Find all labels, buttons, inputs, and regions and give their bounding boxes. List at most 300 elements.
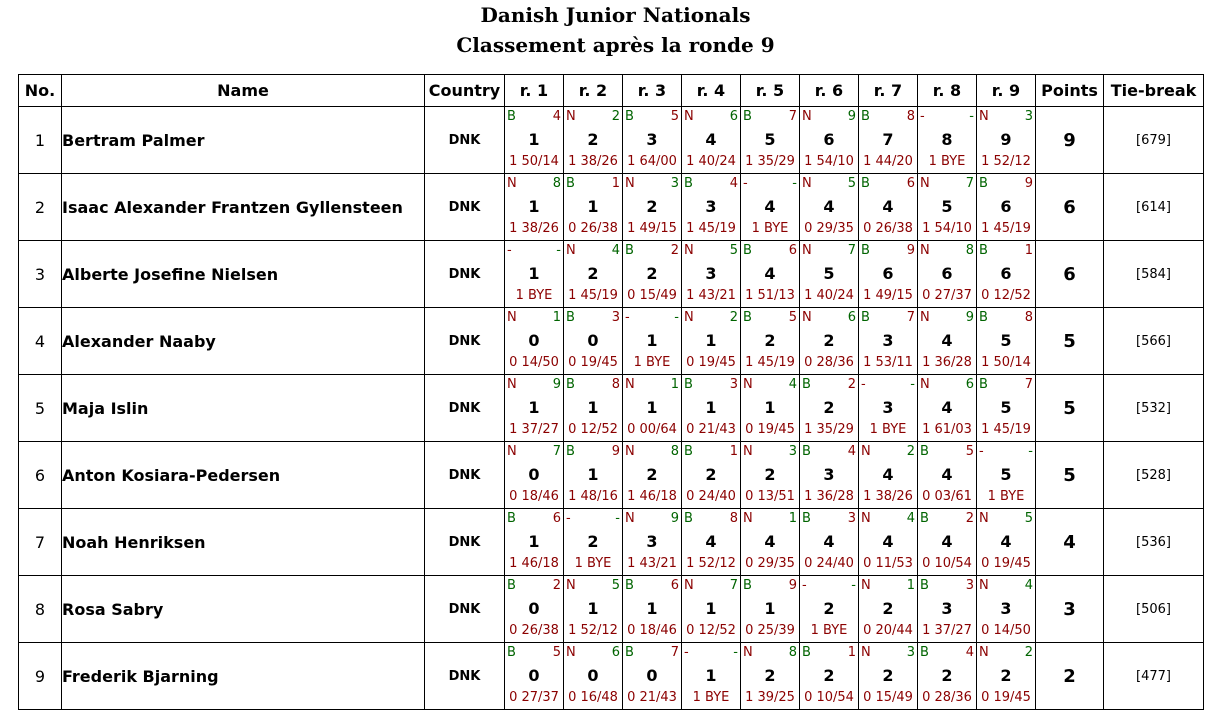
round-color: B: [566, 310, 575, 325]
round-result-cell: [918, 375, 977, 442]
round-color: B: [625, 243, 634, 258]
round-game-detail: 0 12/52: [981, 288, 1031, 303]
round-color: N: [743, 645, 753, 660]
round-cumulative-score: 1: [528, 130, 540, 149]
round-opponent: 6: [965, 377, 974, 392]
round-opponent: 4: [611, 243, 620, 258]
round-color: B: [920, 645, 929, 660]
round-color: B: [861, 243, 870, 258]
round-result-cell: [741, 107, 800, 174]
round-cumulative-score: 1: [705, 599, 717, 618]
round-game-detail: 0 28/36: [922, 690, 972, 705]
round-result-cell: [623, 308, 682, 375]
round-cumulative-score: 2: [587, 532, 599, 551]
round-color: B: [802, 377, 811, 392]
round-game-detail: 1 35/29: [804, 422, 854, 437]
round-opponent: 8: [788, 645, 797, 660]
round-cumulative-score: 2: [1000, 666, 1012, 685]
round-color: B: [625, 578, 634, 593]
player-rank: 8: [19, 576, 62, 643]
round-color: B: [743, 109, 752, 124]
round-color: B: [920, 578, 929, 593]
round-game-detail: 1 BYE: [928, 154, 966, 169]
round-cumulative-score: 3: [941, 599, 953, 618]
round-result-cell: [918, 643, 977, 710]
round-color: N: [861, 645, 871, 660]
round-cumulative-score: 0: [528, 599, 540, 618]
player-tiebreak: [532]: [1104, 375, 1204, 442]
round-color: B: [743, 243, 752, 258]
round-opponent: 9: [788, 578, 797, 593]
round-color: N: [507, 444, 517, 459]
player-name: Maja Islin: [62, 375, 425, 442]
round-result-cell: [564, 174, 623, 241]
player-name: Alberte Josefine Nielsen: [62, 241, 425, 308]
round-opponent: 2: [729, 310, 738, 325]
round-color: N: [743, 377, 753, 392]
round-game-detail: 1 50/14: [981, 355, 1031, 370]
round-game-detail: 0 25/39: [745, 623, 795, 638]
round-cumulative-score: 1: [528, 398, 540, 417]
player-points: 4: [1036, 509, 1104, 576]
round-result-cell: [918, 107, 977, 174]
round-color: B: [979, 310, 988, 325]
col-header-no: No.: [19, 75, 62, 107]
round-game-detail: 0 15/49: [863, 690, 913, 705]
round-game-detail: 0 19/45: [745, 422, 795, 437]
round-game-detail: 1 54/10: [922, 221, 972, 236]
player-country: DNK: [425, 375, 505, 442]
round-cumulative-score: 1: [764, 398, 776, 417]
round-game-detail: 1 45/19: [686, 221, 736, 236]
round-game-detail: 0 19/45: [686, 355, 736, 370]
round-color: N: [920, 377, 930, 392]
player-tiebreak: [528]: [1104, 442, 1204, 509]
round-cumulative-score: 3: [646, 532, 658, 551]
round-opponent: 7: [847, 243, 856, 258]
round-opponent: 1: [552, 310, 561, 325]
round-opponent: 9: [847, 109, 856, 124]
round-color: N: [566, 243, 576, 258]
round-result-cell: [564, 442, 623, 509]
round-result-cell: [623, 241, 682, 308]
round-opponent: -: [556, 243, 561, 258]
round-opponent: 7: [1024, 377, 1033, 392]
col-header-round-7: r. 7: [859, 75, 918, 107]
round-cumulative-score: 2: [941, 666, 953, 685]
player-rank: 7: [19, 509, 62, 576]
round-cumulative-score: 1: [764, 599, 776, 618]
round-color: N: [743, 511, 753, 526]
round-cumulative-score: 2: [823, 599, 835, 618]
table-row: [19, 107, 1204, 174]
round-color: B: [684, 377, 693, 392]
round-cumulative-score: 3: [823, 465, 835, 484]
round-color: B: [507, 645, 516, 660]
round-cumulative-score: 8: [941, 130, 953, 149]
round-opponent: 8: [965, 243, 974, 258]
round-color: B: [684, 511, 693, 526]
round-result-cell: [623, 375, 682, 442]
round-cumulative-score: 4: [882, 532, 894, 551]
round-color: B: [507, 511, 516, 526]
round-game-detail: 1 49/15: [627, 221, 677, 236]
round-cumulative-score: 4: [764, 197, 776, 216]
round-opponent: 8: [670, 444, 679, 459]
round-result-cell: [623, 174, 682, 241]
round-game-detail: 1 35/29: [745, 154, 795, 169]
round-result-cell: [505, 107, 564, 174]
round-cumulative-score: 4: [882, 197, 894, 216]
player-tiebreak: [506]: [1104, 576, 1204, 643]
player-rank: 4: [19, 308, 62, 375]
player-points: 5: [1036, 308, 1104, 375]
col-header-tiebreak: Tie-break: [1104, 75, 1204, 107]
round-cumulative-score: 1: [587, 197, 599, 216]
round-result-cell: [564, 375, 623, 442]
round-color: B: [979, 377, 988, 392]
round-game-detail: 0 27/37: [922, 288, 972, 303]
round-result-cell: [623, 107, 682, 174]
round-result-cell: [918, 308, 977, 375]
round-opponent: -: [1028, 444, 1033, 459]
round-game-detail: 0 03/61: [922, 489, 972, 504]
round-game-detail: 1 45/19: [981, 221, 1031, 236]
round-cumulative-score: 3: [882, 331, 894, 350]
round-game-detail: 0 29/35: [745, 556, 795, 571]
round-color: N: [684, 109, 694, 124]
round-result-cell: [859, 509, 918, 576]
round-opponent: 1: [906, 578, 915, 593]
round-opponent: 5: [611, 578, 620, 593]
player-name: Noah Henriksen: [62, 509, 425, 576]
round-game-detail: 0 14/50: [509, 355, 559, 370]
round-cumulative-score: 4: [705, 532, 717, 551]
round-cumulative-score: 4: [705, 130, 717, 149]
round-cumulative-score: 1: [646, 398, 658, 417]
round-color: N: [979, 578, 989, 593]
round-game-detail: 0 19/45: [981, 690, 1031, 705]
round-cumulative-score: 1: [705, 331, 717, 350]
round-cumulative-score: 0: [528, 666, 540, 685]
round-cumulative-score: 2: [705, 465, 717, 484]
round-color: B: [684, 176, 693, 191]
round-opponent: 1: [788, 511, 797, 526]
round-opponent: 9: [670, 511, 679, 526]
round-result-cell: [682, 241, 741, 308]
round-result-cell: [623, 509, 682, 576]
round-result-cell: [682, 509, 741, 576]
player-name: Isaac Alexander Frantzen Gyllensteen: [62, 174, 425, 241]
round-color: -: [743, 176, 748, 191]
col-header-round-5: r. 5: [741, 75, 800, 107]
round-cumulative-score: 2: [764, 331, 776, 350]
round-result-cell: [918, 442, 977, 509]
table-row: [19, 174, 1204, 241]
round-opponent: 3: [611, 310, 620, 325]
page-title: Danish Junior Nationals: [480, 3, 751, 27]
round-result-cell: [741, 442, 800, 509]
round-result-cell: [623, 643, 682, 710]
round-game-detail: 1 46/18: [509, 556, 559, 571]
round-result-cell: [682, 576, 741, 643]
round-opponent: 9: [1024, 176, 1033, 191]
col-header-round-6: r. 6: [800, 75, 859, 107]
round-color: B: [861, 176, 870, 191]
player-rank: 6: [19, 442, 62, 509]
round-result-cell: [564, 509, 623, 576]
round-color: N: [802, 310, 812, 325]
round-opponent: 2: [847, 377, 856, 392]
round-result-cell: [564, 576, 623, 643]
round-color: N: [743, 444, 753, 459]
round-color: N: [684, 578, 694, 593]
round-game-detail: 0 12/52: [686, 623, 736, 638]
round-color: N: [861, 511, 871, 526]
round-game-detail: 1 48/16: [568, 489, 618, 504]
round-color: N: [684, 310, 694, 325]
round-color: B: [802, 511, 811, 526]
round-result-cell: [741, 509, 800, 576]
round-cumulative-score: 1: [705, 398, 717, 417]
round-game-detail: 0 11/53: [863, 556, 913, 571]
round-color: -: [920, 109, 925, 124]
player-points: 5: [1036, 442, 1104, 509]
round-color: N: [920, 310, 930, 325]
round-cumulative-score: 9: [1000, 130, 1012, 149]
round-opponent: 8: [1024, 310, 1033, 325]
round-result-cell: [505, 643, 564, 710]
round-cumulative-score: 1: [705, 666, 717, 685]
round-result-cell: [977, 375, 1036, 442]
round-result-cell: [977, 643, 1036, 710]
round-game-detail: 0 20/44: [863, 623, 913, 638]
round-opponent: 2: [906, 444, 915, 459]
round-opponent: 4: [788, 377, 797, 392]
round-game-detail: 1 36/28: [922, 355, 972, 370]
player-tiebreak: [477]: [1104, 643, 1204, 710]
round-opponent: 7: [788, 109, 797, 124]
round-result-cell: [977, 509, 1036, 576]
round-game-detail: 1 52/12: [981, 154, 1031, 169]
round-color: B: [861, 310, 870, 325]
round-result-cell: [977, 174, 1036, 241]
round-color: N: [920, 176, 930, 191]
round-result-cell: [564, 241, 623, 308]
round-result-cell: [800, 442, 859, 509]
round-color: N: [625, 444, 635, 459]
round-color: B: [507, 578, 516, 593]
round-opponent: 1: [1024, 243, 1033, 258]
round-cumulative-score: 4: [764, 532, 776, 551]
col-header-round-9: r. 9: [977, 75, 1036, 107]
round-opponent: -: [910, 377, 915, 392]
round-color: N: [507, 176, 517, 191]
round-cumulative-score: 5: [823, 264, 835, 283]
round-result-cell: [800, 107, 859, 174]
table-row: [19, 308, 1204, 375]
round-game-detail: 0 24/40: [686, 489, 736, 504]
round-game-detail: 1 50/14: [509, 154, 559, 169]
round-opponent: 4: [847, 444, 856, 459]
round-game-detail: 1 53/11: [863, 355, 913, 370]
round-cumulative-score: 0: [528, 331, 540, 350]
round-opponent: 6: [670, 578, 679, 593]
round-game-detail: 1 45/19: [981, 422, 1031, 437]
round-opponent: 5: [965, 444, 974, 459]
player-name: Alexander Naaby: [62, 308, 425, 375]
round-game-detail: 1 40/24: [686, 154, 736, 169]
player-rank: 3: [19, 241, 62, 308]
round-game-detail: 1 38/26: [509, 221, 559, 236]
round-color: B: [566, 377, 575, 392]
round-opponent: 3: [1024, 109, 1033, 124]
round-opponent: 7: [965, 176, 974, 191]
round-color: B: [743, 578, 752, 593]
player-name: Anton Kosiara-Pedersen: [62, 442, 425, 509]
round-cumulative-score: 2: [764, 666, 776, 685]
round-color: B: [920, 511, 929, 526]
round-game-detail: 0 28/36: [804, 355, 854, 370]
round-opponent: 7: [670, 645, 679, 660]
round-result-cell: [741, 241, 800, 308]
round-game-detail: 1 37/27: [509, 422, 559, 437]
round-color: N: [802, 243, 812, 258]
round-color: -: [566, 511, 571, 526]
round-color: N: [507, 377, 517, 392]
round-result-cell: [564, 107, 623, 174]
round-result-cell: [800, 375, 859, 442]
round-game-detail: 1 BYE: [574, 556, 612, 571]
round-result-cell: [623, 442, 682, 509]
round-result-cell: [623, 576, 682, 643]
player-tiebreak: [536]: [1104, 509, 1204, 576]
round-color: N: [920, 243, 930, 258]
round-cumulative-score: 4: [823, 532, 835, 551]
player-rank: 9: [19, 643, 62, 710]
round-color: -: [861, 377, 866, 392]
round-result-cell: [800, 241, 859, 308]
round-cumulative-score: 1: [528, 197, 540, 216]
round-result-cell: [859, 174, 918, 241]
round-result-cell: [682, 174, 741, 241]
player-tiebreak: [584]: [1104, 241, 1204, 308]
round-result-cell: [859, 241, 918, 308]
round-cumulative-score: 4: [941, 398, 953, 417]
round-result-cell: [505, 375, 564, 442]
player-country: DNK: [425, 241, 505, 308]
round-game-detail: 1 BYE: [987, 489, 1025, 504]
round-game-detail: 0 16/48: [568, 690, 618, 705]
round-color: N: [625, 511, 635, 526]
round-game-detail: 1 38/26: [863, 489, 913, 504]
round-result-cell: [505, 241, 564, 308]
table-row: [19, 509, 1204, 576]
round-result-cell: [505, 576, 564, 643]
round-color: -: [625, 310, 630, 325]
player-rank: 1: [19, 107, 62, 174]
round-result-cell: [564, 308, 623, 375]
round-opponent: 4: [729, 176, 738, 191]
round-opponent: 1: [729, 444, 738, 459]
round-opponent: 2: [1024, 645, 1033, 660]
round-cumulative-score: 7: [882, 130, 894, 149]
round-opponent: 8: [906, 109, 915, 124]
round-opponent: -: [969, 109, 974, 124]
table-row: [19, 576, 1204, 643]
round-cumulative-score: 6: [1000, 197, 1012, 216]
round-result-cell: [859, 308, 918, 375]
round-opponent: -: [851, 578, 856, 593]
round-result-cell: [918, 576, 977, 643]
round-cumulative-score: 4: [882, 465, 894, 484]
round-game-detail: 0 10/54: [922, 556, 972, 571]
round-game-detail: 1 38/26: [568, 154, 618, 169]
player-tiebreak: [614]: [1104, 174, 1204, 241]
round-game-detail: 0 18/46: [627, 623, 677, 638]
round-result-cell: [977, 241, 1036, 308]
col-header-round-2: r. 2: [564, 75, 623, 107]
page-subtitle: Classement après la ronde 9: [456, 33, 775, 57]
round-result-cell: [800, 509, 859, 576]
round-cumulative-score: 3: [705, 197, 717, 216]
round-opponent: 2: [611, 109, 620, 124]
round-cumulative-score: 2: [823, 398, 835, 417]
round-opponent: 9: [965, 310, 974, 325]
round-color: B: [566, 176, 575, 191]
round-opponent: 5: [788, 310, 797, 325]
round-cumulative-score: 1: [587, 398, 599, 417]
col-header-points: Points: [1036, 75, 1104, 107]
round-result-cell: [800, 308, 859, 375]
player-name: Rosa Sabry: [62, 576, 425, 643]
round-game-detail: 1 54/10: [804, 154, 854, 169]
round-game-detail: 0 14/50: [981, 623, 1031, 638]
player-name: Frederik Bjarning: [62, 643, 425, 710]
round-cumulative-score: 2: [646, 197, 658, 216]
round-cumulative-score: 2: [646, 465, 658, 484]
table-row: [19, 643, 1204, 710]
round-cumulative-score: 4: [823, 197, 835, 216]
round-cumulative-score: 2: [882, 599, 894, 618]
round-result-cell: [859, 576, 918, 643]
round-opponent: 4: [965, 645, 974, 660]
round-result-cell: [741, 375, 800, 442]
round-result-cell: [918, 509, 977, 576]
round-cumulative-score: 0: [646, 666, 658, 685]
round-result-cell: [682, 107, 741, 174]
round-color: N: [979, 109, 989, 124]
round-opponent: 9: [906, 243, 915, 258]
round-result-cell: [741, 174, 800, 241]
round-opponent: 3: [788, 444, 797, 459]
round-color: B: [979, 176, 988, 191]
player-rank: 2: [19, 174, 62, 241]
round-opponent: -: [674, 310, 679, 325]
round-cumulative-score: 6: [882, 264, 894, 283]
round-game-detail: 0 12/52: [568, 422, 618, 437]
round-opponent: 2: [670, 243, 679, 258]
round-game-detail: 1 61/03: [922, 422, 972, 437]
round-result-cell: [564, 643, 623, 710]
player-country: DNK: [425, 107, 505, 174]
round-opponent: 3: [729, 377, 738, 392]
round-color: N: [507, 310, 517, 325]
round-cumulative-score: 2: [823, 666, 835, 685]
round-cumulative-score: 6: [823, 130, 835, 149]
round-cumulative-score: 3: [882, 398, 894, 417]
round-opponent: 9: [611, 444, 620, 459]
